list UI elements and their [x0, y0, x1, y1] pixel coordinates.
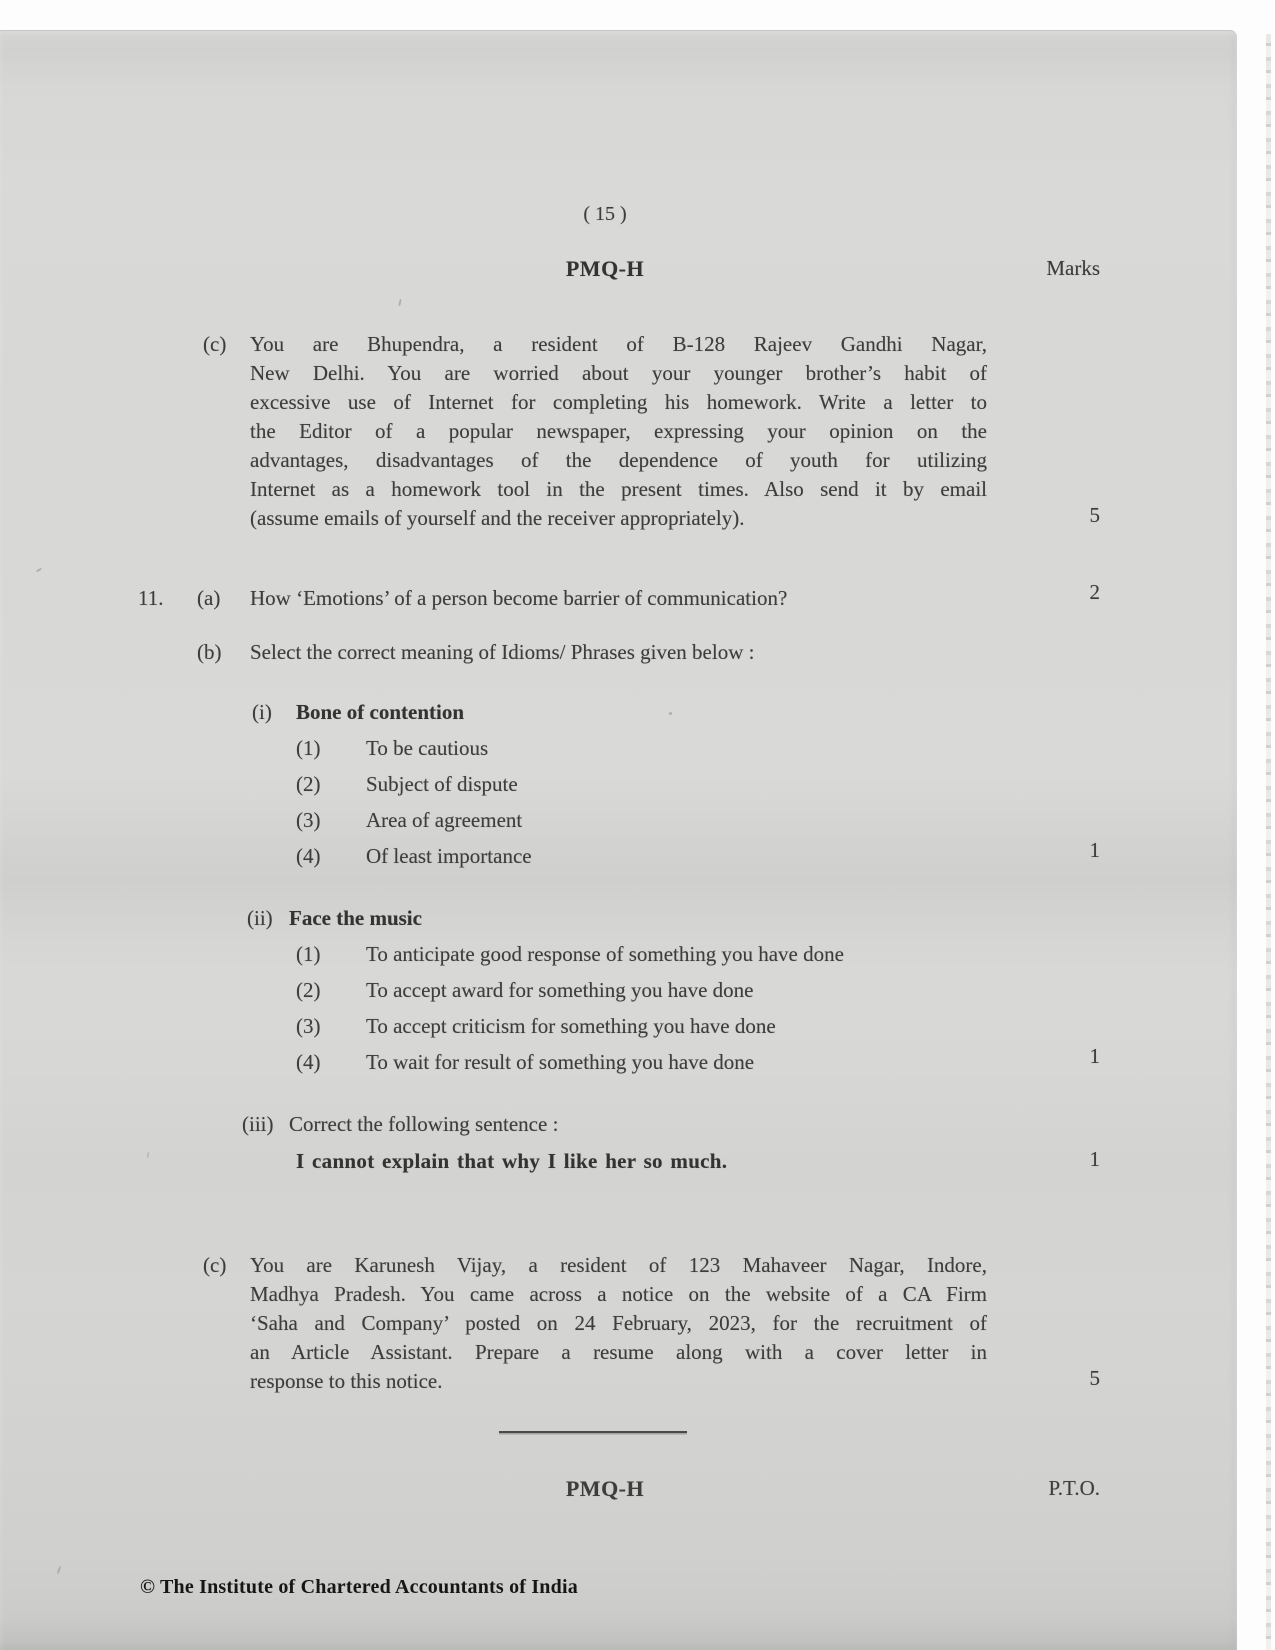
- q10c-line: the Editor of a popular newspaper, expressing your opinion on the: [250, 419, 987, 443]
- q10c-line: Internet as a homework tool in the present times. Also send it by email: [250, 477, 987, 501]
- q10c-line: (assume emails of yourself and the receiver appropriately).: [250, 506, 745, 530]
- q11c-marks: 5: [1089, 1366, 1100, 1390]
- option-text: To accept criticism for something you have done: [366, 1014, 776, 1038]
- header-title: PMQ-H: [565, 256, 645, 281]
- option-number: (2): [296, 978, 321, 1002]
- section-end-rule: [499, 1431, 687, 1433]
- q10c-line: advantages, disadvantages of the dependence of youth for utilizing: [250, 448, 987, 472]
- q10c-line: New Delhi. You are worried about your younger brother’s habit of: [250, 361, 987, 385]
- option-number: (4): [296, 1050, 321, 1074]
- option-text: Of least importance: [366, 844, 532, 868]
- option-number: (4): [296, 844, 321, 868]
- footer-paper-code: PMQ-H: [565, 1476, 645, 1501]
- footer-pto: P.T.O.: [1048, 1476, 1100, 1500]
- option-number: (3): [296, 808, 321, 832]
- q10c-label: (c): [203, 332, 227, 356]
- option-number: (1): [296, 942, 321, 966]
- option-number: (2): [296, 772, 321, 796]
- q10c-line: excessive use of Internet for completing his homework. Write a letter to: [250, 390, 987, 414]
- q10c-marks: 5: [1089, 503, 1100, 527]
- q11c-line: Madhya Pradesh. You came across a notice on the website of a CA Firm: [250, 1282, 987, 1306]
- page-number: ( 15 ): [583, 203, 627, 225]
- option-number: (1): [296, 736, 321, 760]
- q11b-iii-label: (iii): [242, 1112, 274, 1136]
- q11a-text: How ‘Emotions’ of a person become barrier of communication?: [250, 586, 788, 610]
- q11c-line: ‘Saha and Company’ posted on 24 February, 2023, for the recruitment of: [250, 1311, 987, 1335]
- q10c-line: You are Bhupendra, a resident of B-128 Rajeev Gandhi Nagar,: [250, 332, 987, 356]
- q11a-label: (a): [197, 586, 221, 610]
- q11b-intro: Select the correct meaning of Idioms/ Phrases given below :: [250, 640, 755, 664]
- q11b-i-label: (i): [252, 700, 272, 724]
- option-text: To be cautious: [366, 736, 489, 760]
- q11c-line: response to this notice.: [250, 1369, 443, 1393]
- q11b-iii-title: Correct the following sentence :: [289, 1112, 559, 1136]
- q11b-iii-marks: 1: [1089, 1147, 1100, 1171]
- option-text: Subject of dispute: [366, 772, 518, 796]
- option-text: To anticipate good response of something you have done: [366, 942, 844, 966]
- q11c-line: an Article Assistant. Prepare a resume along with a cover letter in: [250, 1340, 987, 1364]
- q11b-ii-marks: 1: [1089, 1044, 1100, 1068]
- q11-number: 11.: [138, 586, 164, 610]
- scan-speck: [669, 712, 672, 715]
- q11c-line: You are Karunesh Vijay, a resident of 123 Mahaveer Nagar, Indore,: [250, 1253, 987, 1277]
- q11b-i-marks: 1: [1089, 838, 1100, 862]
- copyright-notice: © The Institute of Chartered Accountants of India: [140, 1576, 578, 1598]
- option-number: (3): [296, 1014, 321, 1038]
- option-text: To wait for result of something you have done: [366, 1050, 755, 1074]
- option-text: Area of agreement: [366, 808, 523, 832]
- q11b-ii-label: (ii): [247, 906, 273, 930]
- q11c-label: (c): [203, 1253, 227, 1277]
- q11b-label: (b): [197, 640, 222, 664]
- q11b-i-title: Bone of contention: [296, 700, 464, 724]
- option-text: To accept award for something you have done: [366, 978, 754, 1002]
- marks-column-header: Marks: [1046, 256, 1100, 280]
- q11a-marks: 2: [1089, 580, 1100, 604]
- scan-edge-strip: [1266, 34, 1271, 1650]
- q11b-ii-title: Face the music: [289, 906, 422, 930]
- q11b-iii-sentence: I cannot explain that why I like her so much.: [296, 1149, 728, 1173]
